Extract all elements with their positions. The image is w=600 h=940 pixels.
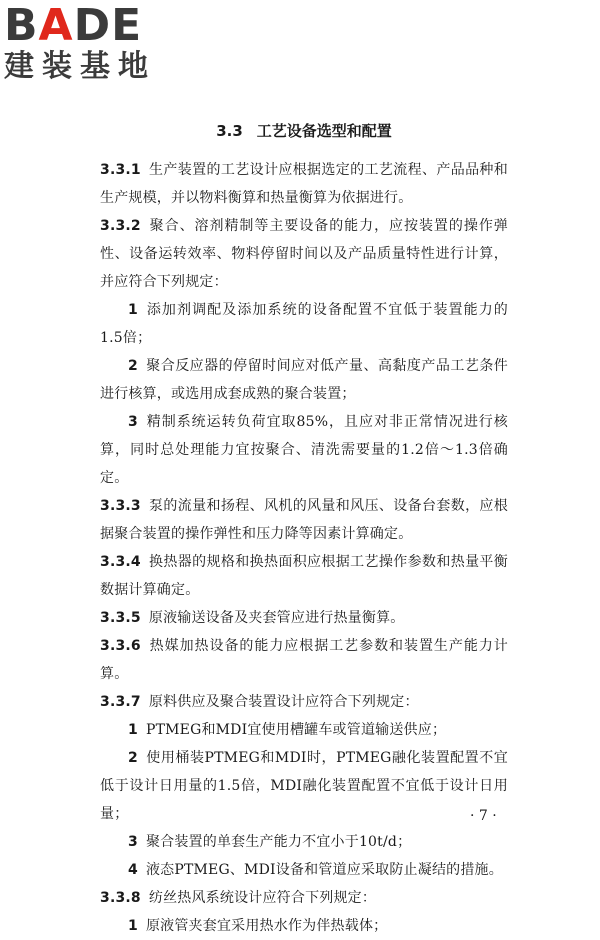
paragraph-text: 换热器的规格和换热面积应根据工艺操作参数和热量平衡数据计算确定。 — [100, 554, 508, 598]
clause-number: 3.3.2 — [100, 218, 141, 234]
page-number: · 7 · — [470, 808, 497, 824]
list-item — [100, 912, 508, 940]
list-item — [100, 744, 508, 828]
section-title — [100, 118, 508, 144]
page-content — [100, 118, 508, 940]
list-item — [100, 856, 508, 884]
paragraph-text: 生产装置的工艺设计应根据选定的工艺流程、产品品种和生产规模，并以物料衡算和热量衡算为依据进行。 — [100, 162, 508, 206]
paragraph-text: 原液管夹套宜采用热水作为伴热载体； — [145, 918, 388, 934]
item-number: 3 — [128, 414, 138, 430]
item-number: 1 — [128, 918, 138, 934]
logo-wordmark: BADE — [4, 0, 143, 51]
section-number: 3.3 — [216, 122, 243, 140]
list-item — [100, 716, 508, 744]
clause-paragraph — [100, 548, 508, 604]
item-number: 1 — [128, 302, 138, 318]
paragraph-text: 精制系统运转负荷宜取85%，且应对非正常情况进行核算，同时总处理能力宜按聚合、清洗需要量的1.2倍～1.3倍确定。 — [100, 414, 508, 486]
paragraph-text: PTMEG和MDI宜使用槽罐车或管道输送供应； — [145, 722, 447, 738]
list-item — [100, 296, 508, 352]
section-heading: 工艺设备选型和配置 — [256, 122, 392, 140]
clause-paragraph — [100, 632, 508, 688]
list-item — [100, 828, 508, 856]
paragraph-text: 聚合反应器的停留时间应对低产量、高黏度产品工艺条件进行核算，或选用成套成熟的聚合装置； — [100, 358, 508, 402]
paragraph-text: 聚合、溶剂精制等主要设备的能力，应按装置的操作弹性、设备运转效率、物料停留时间以及产品质量特性进行计算，并应符合下列规定： — [100, 218, 508, 290]
item-number: 2 — [128, 750, 138, 766]
item-number: 1 — [128, 722, 138, 738]
paragraph-text: 使用桶装PTMEG和MDI时，PTMEG融化装置配置不宜低于设计日用量的1.5倍，MDI融化装置配置不宜低于设计日用量； — [100, 750, 508, 822]
paragraph-text: 原料供应及聚合装置设计应符合下列规定： — [148, 694, 419, 710]
clause-number: 3.3.3 — [100, 498, 141, 514]
list-item — [100, 408, 508, 492]
clause-number: 3.3.8 — [100, 890, 141, 906]
logo-chinese-text: 建装基地 — [4, 49, 156, 84]
paragraph-text: 纺丝热风系统设计应符合下列规定： — [148, 890, 377, 906]
list-item — [100, 352, 508, 408]
clause-paragraph — [100, 884, 508, 912]
logo-accent-letter: A — [38, 0, 74, 51]
paragraph-text: 热媒加热设备的能力应根据工艺参数和装置生产能力计算。 — [100, 638, 508, 682]
item-number: 3 — [128, 834, 138, 850]
clause-number: 3.3.1 — [100, 162, 141, 178]
paragraph-text: 原液输送设备及夹套管应进行热量衡算。 — [148, 610, 405, 626]
item-number: 4 — [128, 862, 138, 878]
paragraph-text: 添加剂调配及添加系统的设备配置不宜低于装置能力的1.5倍； — [100, 302, 508, 346]
clause-number: 3.3.6 — [100, 638, 141, 654]
paragraph-text: 泵的流量和扬程、风机的风量和风压、设备台套数，应根据聚合装置的操作弹性和压力降等因素计算确定。 — [100, 498, 508, 542]
clause-paragraph — [100, 688, 508, 716]
clause-paragraph — [100, 604, 508, 632]
clause-paragraph — [100, 492, 508, 548]
paragraph-text: 聚合装置的单套生产能力不宜小于10t/d； — [145, 834, 412, 850]
paragraph-text: 液态PTMEG、MDI设备和管道应采取防止凝结的措施。 — [145, 862, 503, 878]
logo — [4, 2, 179, 84]
item-number: 2 — [128, 358, 138, 374]
clause-number: 3.3.7 — [100, 694, 141, 710]
clause-paragraph — [100, 156, 508, 212]
clause-paragraph — [100, 212, 508, 296]
clause-number: 3.3.5 — [100, 610, 141, 626]
paragraph-list — [100, 156, 508, 940]
clause-number: 3.3.4 — [100, 554, 141, 570]
